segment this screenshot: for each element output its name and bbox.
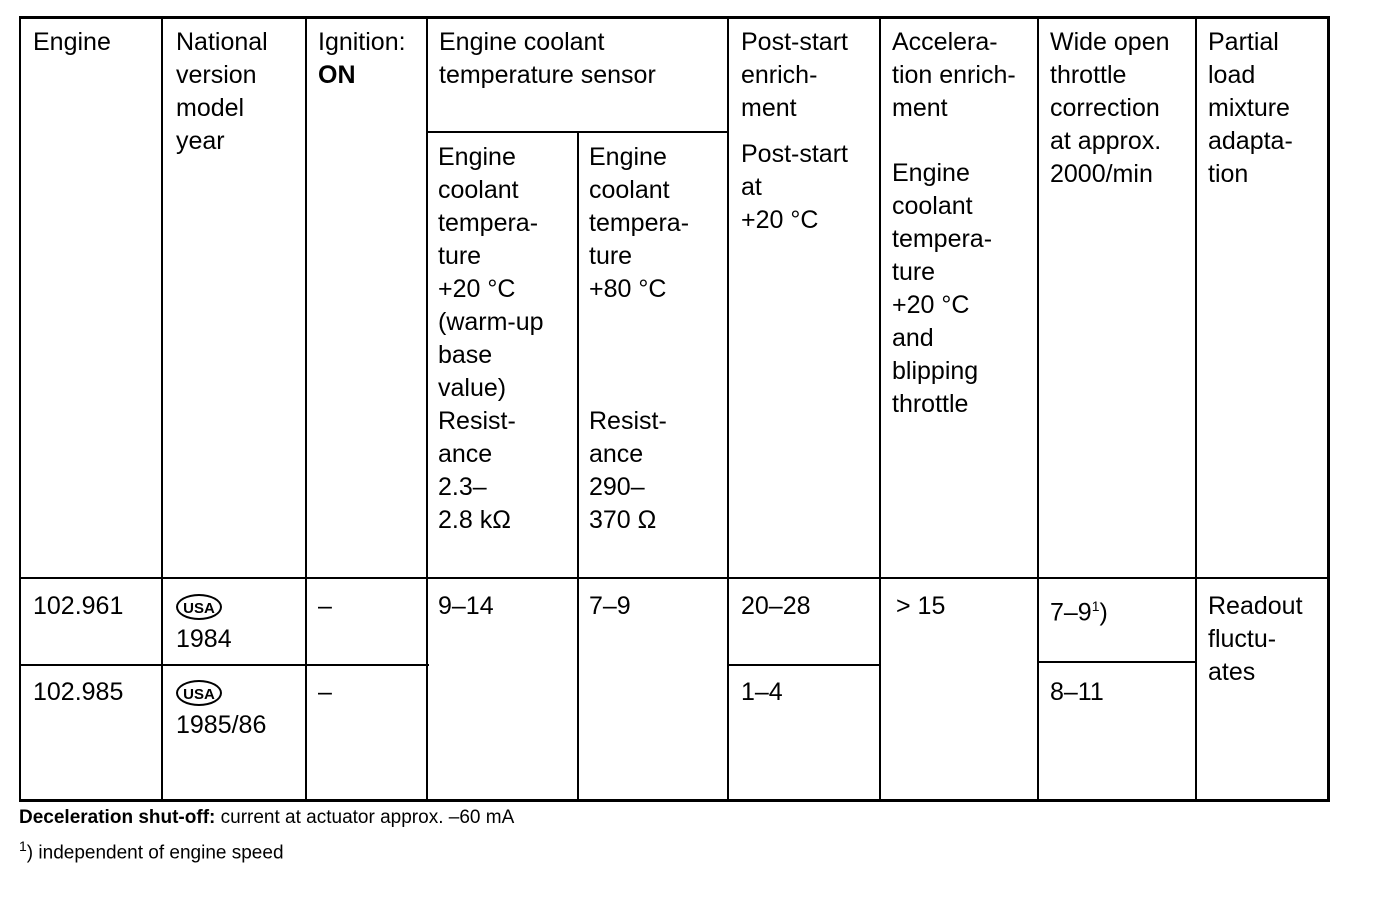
row2-post-start: 1–4	[741, 678, 783, 706]
row1-wot-paren: )	[1099, 598, 1108, 627]
partial-load-value: Readout fluctu- ates	[1208, 592, 1303, 686]
header-ignition-state: ON	[318, 61, 356, 89]
row2-national	[176, 676, 266, 742]
row1-year: 1984	[176, 625, 232, 653]
header-acceleration: Accelera- tion enrich- ment	[892, 28, 1016, 122]
table-border-bottom	[19, 799, 1330, 802]
header-coolant-sensor: Engine coolant temperature sensor	[439, 28, 656, 89]
usa-badge-icon: USA	[176, 594, 222, 620]
acceleration-value: > 15	[896, 592, 946, 620]
footer-note	[19, 834, 284, 865]
table-border-right	[1327, 16, 1330, 802]
col-divider-7	[1037, 16, 1039, 802]
header-acceleration-sub: Engine coolant tempera- ture +20 °C and blipping throttle	[892, 159, 993, 418]
row1-national	[176, 590, 232, 656]
header-divider	[19, 577, 1330, 579]
col-divider-5	[727, 16, 729, 802]
row2-wot: 8–11	[1050, 678, 1104, 706]
coolant-20-value: 9–14	[438, 592, 494, 620]
row2-year: 1985/86	[176, 711, 267, 739]
table-border-top	[19, 16, 1330, 19]
row1-wot-value: 7–9	[1050, 598, 1092, 627]
header-wot: Wide open throttle correction at approx. 2000/min	[1050, 28, 1170, 188]
col-divider-6	[879, 16, 881, 802]
row1-wot-footnote: 1	[1091, 598, 1100, 614]
footer-deceleration	[19, 806, 514, 830]
header-post-start-sub: Post-start at +20 °C	[741, 140, 848, 234]
row1-ignition: –	[318, 592, 332, 620]
row1-post-start: 20–28	[741, 592, 811, 620]
col-divider-8	[1195, 16, 1197, 802]
row-divider-wot	[1039, 661, 1197, 663]
footer-decel-label: Deceleration shut-off:	[19, 807, 216, 828]
col-divider-2	[305, 16, 307, 802]
header-ignition-label: Ignition:	[318, 28, 406, 56]
col-divider-1	[161, 16, 163, 802]
header-partial-load: Partial load mixture adapta- tion	[1208, 28, 1293, 188]
coolant-80-value: 7–9	[589, 592, 631, 620]
header-coolant-80: Engine coolant tempera- ture +80 °C Resist- ance 290– 370 Ω	[589, 143, 690, 534]
col-divider-4	[577, 131, 579, 802]
row-divider-poststart	[728, 664, 880, 666]
row1-engine: 102.961	[33, 592, 124, 620]
row2-engine: 102.985	[33, 678, 124, 706]
header-post-start: Post-start enrich- ment	[741, 28, 848, 122]
footer-note-mark: 1	[19, 838, 27, 854]
header-engine: Engine	[33, 28, 111, 56]
header-coolant-20: Engine coolant tempera- ture +20 °C (warm-up base value) Resist- ance 2.3– 2.8 kΩ	[438, 143, 544, 534]
footer-note-text: ) independent of engine speed	[26, 842, 284, 864]
usa-badge-icon: USA	[176, 680, 222, 706]
col-divider-3	[426, 16, 428, 802]
header-ignition	[318, 26, 406, 92]
row1-wot	[1050, 590, 1108, 629]
row-divider-left	[19, 664, 429, 666]
footer-decel-text: current at actuator approx. –60 mA	[215, 807, 515, 828]
table-border-left	[19, 16, 21, 802]
header-national-version: National version model year	[176, 28, 268, 155]
row2-ignition: –	[318, 678, 332, 706]
